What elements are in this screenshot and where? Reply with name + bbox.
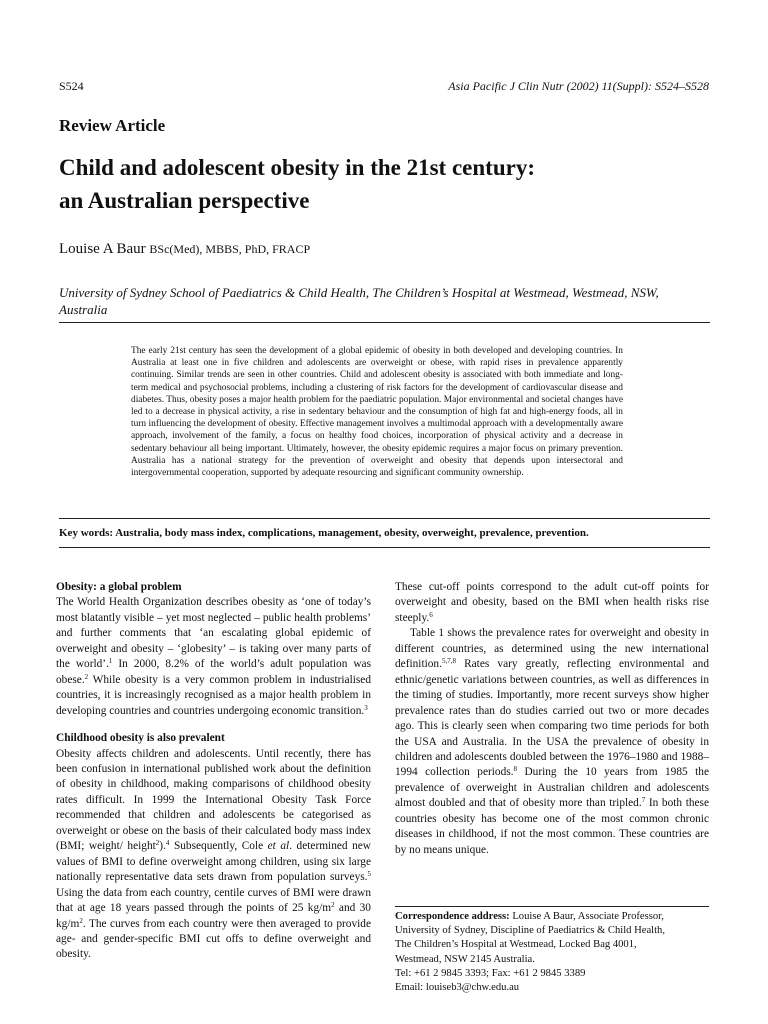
correspondence-line-3: The Children’s Hospital at Westmead, Locked Bag 4001, (395, 939, 637, 951)
abstract: The early 21st century has seen the development of a global epidemic of obesity in both developed and developing countries. In Australia at least one in five children and adolescents are overweight or obese, with rapid rises in prevalence apparently continuing. Similar trends are seen in other countries. Child and adolescent obesity is associated with both immediate and long-term medical and psychosocial problems, including a clustering of risk factors for the development of cardiovascular disease and diabetes. Thus, obesity poses a major health problem for the paediatric population. Major environmental and societal changes have led to a decrease in physical activity, a rise in sedentary behaviour and the consumption of high fat and high-energy foods, all in turn influencing the development of obesity. Effective management involves a multimodal approach with a developmentally aware approach, involvement of the family, a focus on healthy food choices, incorporation of physical activity and a decrease in sedentary behaviour all being important. Ultimately, however, the obesity epidemic requires a major focus on primary prevention. Australia has a national strategy for the prevention of overweight and obesity that depends upon intersectoral and intergovernmental cooperation, supported by adequate resourcing and significant community ownership. (131, 346, 623, 479)
correspondence-line-4: Westmead, NSW 2145 Australia. (395, 953, 535, 965)
text-run: These cut-off points correspond to the adult cut-off points for overweight and obesity, based on the BMI when health risks rise steeply. (395, 581, 709, 624)
correspondence-phone-fax: Tel: +61 2 9845 3393; Fax: +61 2 9845 3389 (395, 967, 586, 979)
citation-ref: 6 (429, 610, 433, 619)
paragraph-prevalence-rates (395, 626, 709, 858)
text-run: Obesity affects children and adolescents. Until recently, there has been confusion in international published work about the definition of obesity in childhood, making comparisons of childhood obesity rates difficult. In 1999 the International Obesity Task Force recommended that children and adolescents be categorised as overweight or obese on the basis of their calculated body mass index (BMI; weight/ height (56, 747, 371, 853)
paragraph-cutoff-points (395, 580, 709, 626)
text-run: . The curves from each country were then averaged to provide age- and gender-specific BMI cut offs to define overweight and obesity. (56, 917, 371, 961)
title-line-1: Child and adolescent obesity in the 21st century: (59, 155, 535, 180)
et-al: et al (267, 840, 290, 853)
text-run: In 2000, 8.2% of the world’s adult population was obese. (56, 658, 371, 686)
superscript: 2 (155, 839, 160, 848)
citation-ref: 5 (367, 870, 371, 879)
page-number: S524 (59, 79, 84, 93)
abstract-rule (59, 518, 710, 519)
citation-ref: 4 (165, 839, 170, 848)
citation-ref: 7 (641, 796, 646, 805)
section-heading-childhood-obesity: Childhood obesity is also prevalent (56, 732, 225, 745)
citation-ref: 8 (513, 765, 518, 774)
left-column (56, 580, 371, 963)
citation-ref: 3 (364, 703, 368, 712)
author-credentials: BSc(Med), MBBS, PhD, FRACP (149, 242, 311, 256)
paragraph-global-problem (56, 595, 371, 719)
citation-ref: 2 (84, 672, 89, 681)
article-title (59, 151, 719, 217)
correspondence-address (395, 910, 709, 995)
paragraph-childhood-obesity (56, 747, 371, 963)
journal-citation: Asia Pacific J Clin Nutr (2002) 11(Suppl): S524–S528 (448, 79, 709, 93)
text-run: Louise A Baur, Associate Professor, (509, 911, 664, 922)
header-rule (59, 322, 710, 323)
citation-ref: 1 (108, 657, 113, 666)
text-run: In both these countries obesity has become one of the most common chronic diseases in childhood, if not the most common. These countries are by no means unique. (395, 797, 710, 856)
correspondence-line-1 (395, 910, 709, 924)
correspondence-email[interactable]: Email: louiseb3@chw.edu.au (395, 982, 520, 994)
superscript: 2 (79, 916, 83, 925)
text-run: Rates vary greatly, reflecting environmental and ethnic/genetic variations between countries, as well as differences in the timing of studies. Importantly, more recent surveys show higher prevalence rates than do studies carried out two or more decades ago. This is clearly seen when comparing two time periods for both the USA and Australia. In the USA the prevalence of obesity in children and adolescents doubled between the 1976–1980 and 1988–1994 collection periods. (395, 658, 709, 779)
keywords-rule (59, 547, 710, 548)
citation-ref: 5,7,8 (441, 657, 456, 666)
right-column (395, 580, 709, 858)
text-run: . determined new values of BMI to define overweight among children, using six large nationally representative data sets drawn from population surveys. (56, 840, 371, 884)
text-run: The World Health Organization describes obesity as ‘one of today’s most blatantly visible – yet most neglected – public health problems’ and further comments that ‘an escalating global epidemic of overweight and obesity – ‘globesity’ – is taking over many parts of the world’. (56, 596, 371, 671)
affiliation: University of Sydney School of Paediatrics & Child Health, The Children’s Hospital at Westmead, Westmead, NSW, Australia (59, 285, 659, 317)
text-run: Subsequently, Cole (169, 840, 268, 853)
correspondence-line-2: University of Sydney, Discipline of Paediatrics & Child Health, (395, 925, 665, 937)
text-run: Using the data from each country, centile curves of BMI were drawn that at age 18 years passed through the points of 25 kg/m (56, 886, 371, 915)
author-name: Louise A Baur (59, 241, 146, 257)
correspondence-label: Correspondence address: (395, 911, 510, 922)
section-gap (56, 719, 371, 731)
text-run: ). (159, 840, 166, 853)
text-run: During the 10 years from 1985 the prevalence of overweight in Australian children and adolescents almost doubled and that of obesity more than tripled. (395, 766, 709, 810)
superscript: 2 (331, 901, 335, 910)
text-run: Table 1 shows the prevalence rates for overweight and obesity in different countries, as determined using the new international definition. (395, 627, 709, 671)
author (59, 241, 310, 258)
text-run: While obesity is a very common problem in industrialised countries, it is increasingly recognised as a major health problem in developing countries and countries undergoing economic transition. (56, 673, 371, 717)
keywords: Key words: Australia, body mass index, complications, management, obesity, overweight, prevalence, prevention. (59, 527, 589, 539)
article-type: Review Article (59, 116, 166, 135)
section-heading-global-problem: Obesity: a global problem (56, 581, 182, 593)
correspondence-rule (395, 906, 709, 907)
title-line-2: an Australian perspective (59, 188, 310, 213)
text-run: and 30 kg/m (56, 902, 371, 930)
